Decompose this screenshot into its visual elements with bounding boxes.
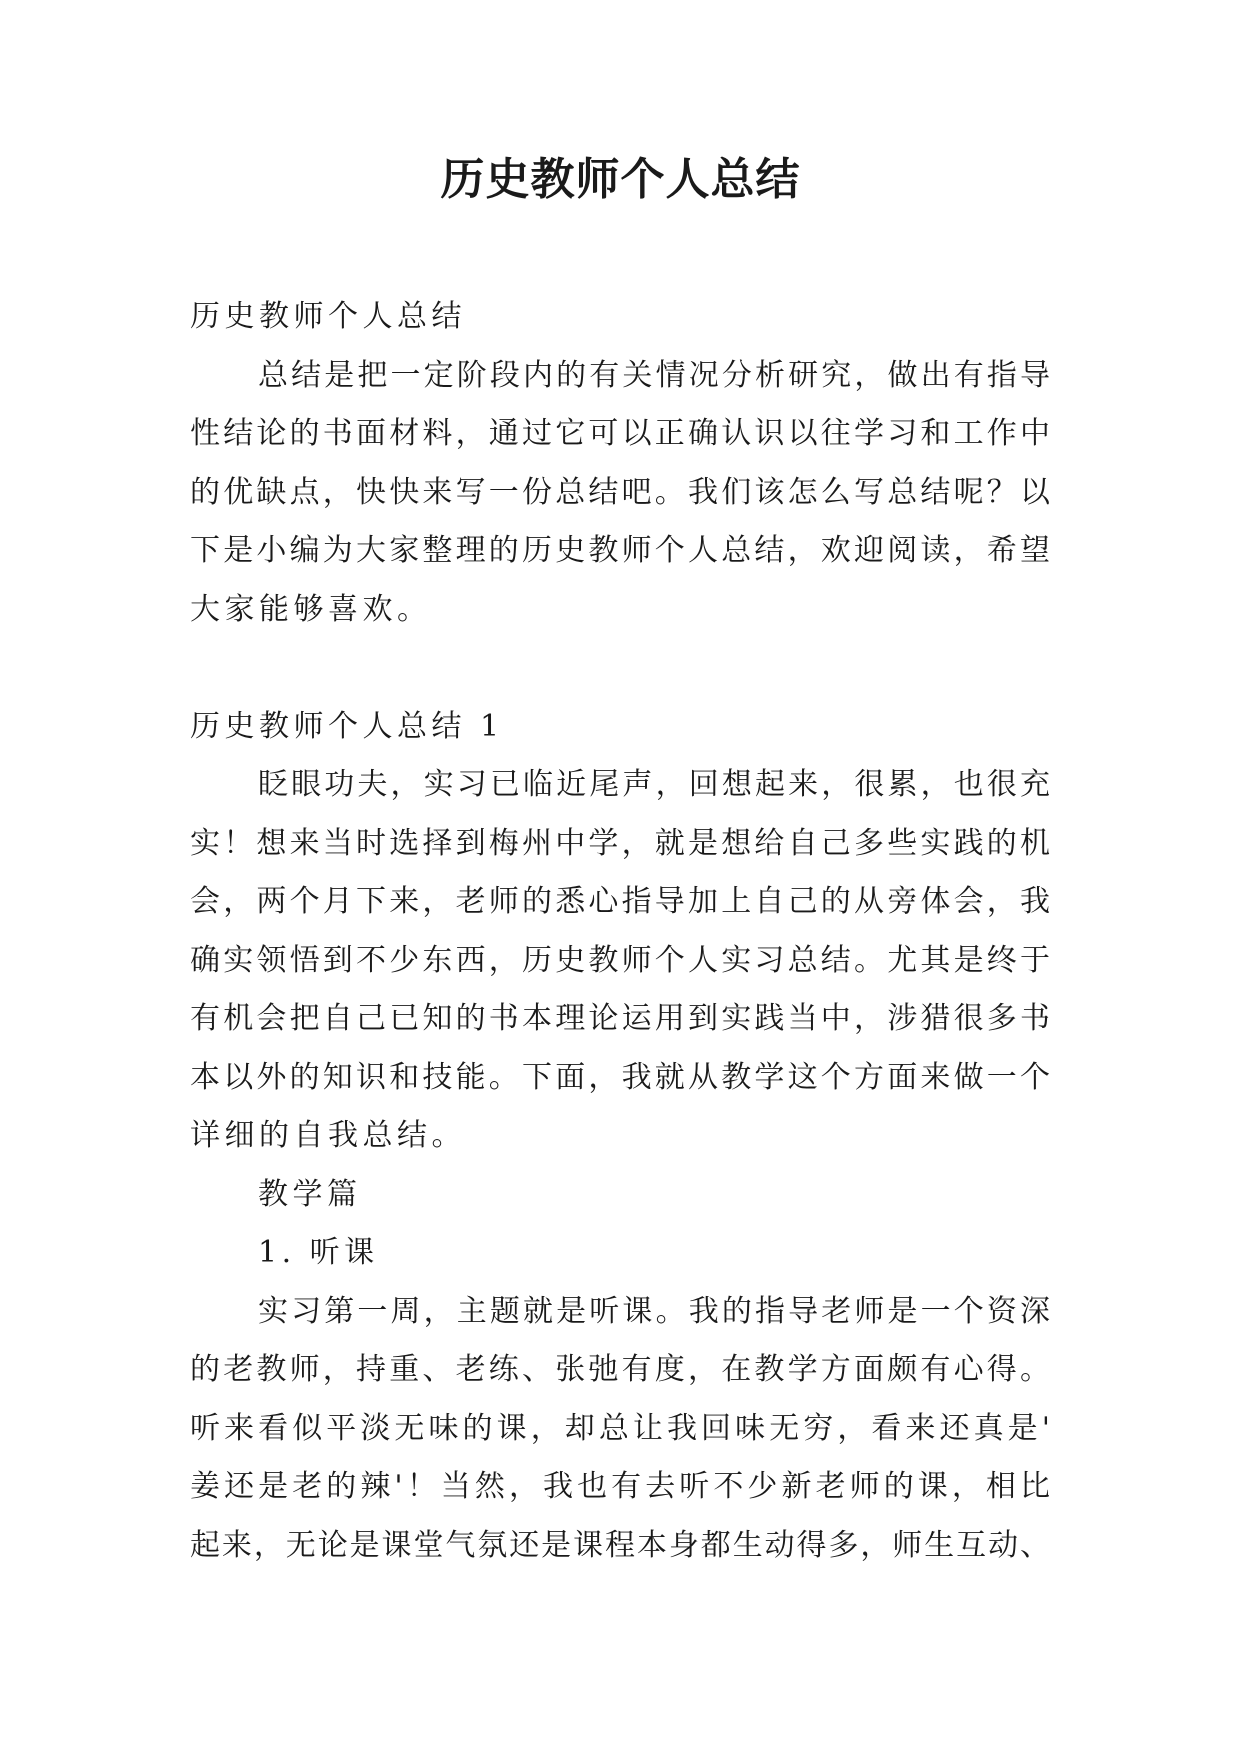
paragraph-line: 有机会把自己已知的书本理论运用到实践当中，涉猎很多书 [190, 1001, 1050, 1036]
subsection-heading: 教学篇 [258, 1176, 362, 1212]
paragraph-line: 大家能够喜欢。 [190, 591, 432, 627]
paragraph-line: 详细的自我总结。 [190, 1118, 466, 1153]
paragraph-line: 下是小编为大家整理的历史教师个人总结，欢迎阅读，希望 [190, 533, 1050, 568]
paragraph-line: 眨眼功夫，实习已临近尾声，回想起来，很累，也很充 [258, 767, 1050, 802]
paragraph-line: 的优缺点，快快来写一份总结吧。我们该怎么写总结呢？以 [190, 474, 1050, 510]
section-heading: 历史教师个人总结 1 [190, 708, 504, 744]
paragraph-line: 本以外的知识和技能。下面，我就从教学这个方面来做一个 [190, 1059, 1050, 1095]
section-heading: 历史教师个人总结 [190, 299, 466, 334]
paragraph-line: 总结是把一定阶段内的有关情况分析研究，做出有指导 [258, 357, 1050, 393]
paragraph-line: 性结论的书面材料，通过它可以正确认识以往学习和工作中 [190, 416, 1050, 451]
paragraph-line: 实！想来当时选择到梅州中学，就是想给自己多些实践的机 [190, 825, 1050, 861]
document-title: 历史教师个人总结 [440, 154, 801, 205]
paragraph-gap [190, 639, 1050, 698]
paragraph-line: 实习第一周，主题就是听课。我的指导老师是一个资深 [258, 1293, 1050, 1329]
subsection-heading: 1. 听课 [258, 1235, 379, 1270]
paragraph-line: 起来，无论是课堂气氛还是课程本身都生动得多，师生互动、 [190, 1527, 1050, 1563]
paragraph-line: 会，两个月下来，老师的悉心指导加上自己的从旁体会，我 [190, 884, 1050, 919]
document-body [190, 288, 1050, 1575]
paragraph-line: 确实领悟到不少东西，历史教师个人实习总结。尤其是终于 [190, 942, 1050, 978]
paragraph-line: 听来看似平淡无味的课，却总让我回味无穷，看来还真是' [190, 1410, 1050, 1446]
paragraph-line: 的老教师，持重、老练、张弛有度，在教学方面颇有心得。 [190, 1352, 1050, 1387]
paragraph-line: 姜还是老的辣'！当然，我也有去听不少新老师的课，相比 [190, 1469, 1050, 1504]
